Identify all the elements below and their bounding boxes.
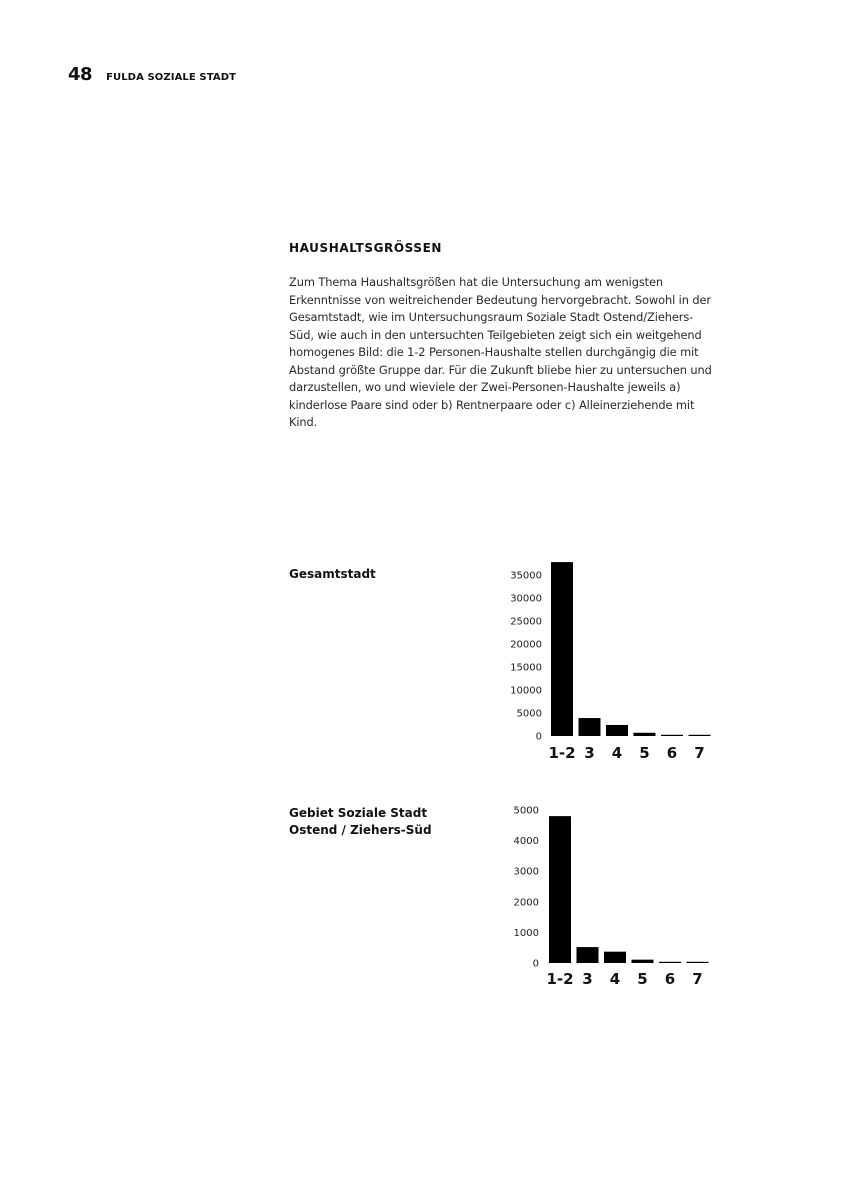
bar-gesamtstadt-5 — [634, 733, 656, 736]
y-tick-label: 2000 — [513, 897, 539, 909]
x-category-label: 4 — [611, 744, 623, 762]
y-tick-label: 5000 — [513, 805, 539, 817]
running-title: FULDA SOZIALE STADT — [106, 72, 237, 83]
x-category-label: 6 — [664, 970, 676, 988]
x-category-label: 5 — [639, 744, 650, 762]
x-category-label: 3 — [584, 744, 595, 762]
x-category-label: 6 — [666, 744, 678, 762]
bar-chart-ostend — [490, 800, 730, 995]
page-header — [68, 64, 236, 85]
bar-ostend-1-2 — [549, 816, 571, 963]
y-tick-label: 20000 — [510, 639, 542, 651]
chart-label-gesamtstadt: Gesamtstadt — [289, 567, 376, 581]
bar-ostend-3 — [577, 947, 599, 963]
y-tick-label: 3000 — [513, 866, 539, 878]
bar-gesamtstadt-1-2 — [551, 562, 573, 736]
x-category-label: 7 — [692, 970, 703, 988]
x-category-label: 3 — [582, 970, 593, 988]
x-category-label: 4 — [609, 970, 621, 988]
y-tick-label: 5000 — [516, 708, 542, 720]
x-category-label: 1-2 — [548, 744, 576, 762]
bar-ostend-5 — [632, 960, 654, 963]
y-tick-label: 10000 — [510, 685, 542, 697]
page-number: 48 — [68, 64, 93, 85]
x-category-label: 1-2 — [546, 970, 574, 988]
body-paragraph: Zum Thema Haushaltsgrößen hat die Untersuchung am wenigsten Erkenntnisse von weitreichender Bedeutung hervorgebracht. Sowohl in der Gesamtstadt, wie im Untersuchungsraum Soziale Stadt Ostend/Ziehers-Süd, wie auch in den untersuchten Teilgebieten zeigt sich ein weitgehend homogenes Bild: die 1-2 Personen-Haushalte stellen durchgängig die mit Abstand größte Gruppe dar. Für die Zukunft bliebe hier zu untersuchen und darzustellen, wo und wieviele der Zwei-Personen-Haushalte jeweils a) kinderlose Paare sind oder b) Rentnerpaare oder c) Alleinerziehende mit Kind. — [289, 275, 712, 429]
bar-ostend-7 — [687, 962, 709, 963]
y-tick-label: 25000 — [510, 616, 542, 628]
bar-ostend-6 — [659, 962, 681, 963]
x-category-label: 7 — [694, 744, 705, 762]
x-category-label: 5 — [637, 970, 648, 988]
y-tick-label: 1000 — [513, 927, 539, 939]
bar-ostend-4 — [604, 952, 626, 963]
bar-gesamtstadt-3 — [579, 718, 601, 736]
y-tick-label: 0 — [535, 731, 542, 743]
y-tick-label: 35000 — [510, 570, 542, 582]
section-heading: HAUSHALTSGRÖSSEN — [289, 241, 443, 255]
bar-gesamtstadt-6 — [661, 735, 683, 736]
y-tick-label: 4000 — [513, 836, 539, 848]
bar-gesamtstadt-4 — [606, 725, 628, 736]
chart-label-ostend: Gebiet Soziale Stadt Ostend / Ziehers-Süd — [289, 806, 432, 837]
bar-chart-gesamtstadt — [490, 555, 730, 765]
y-tick-label: 15000 — [510, 662, 542, 674]
bar-gesamtstadt-7 — [689, 735, 711, 736]
y-tick-label: 30000 — [510, 593, 542, 605]
y-tick-label: 0 — [532, 958, 539, 970]
